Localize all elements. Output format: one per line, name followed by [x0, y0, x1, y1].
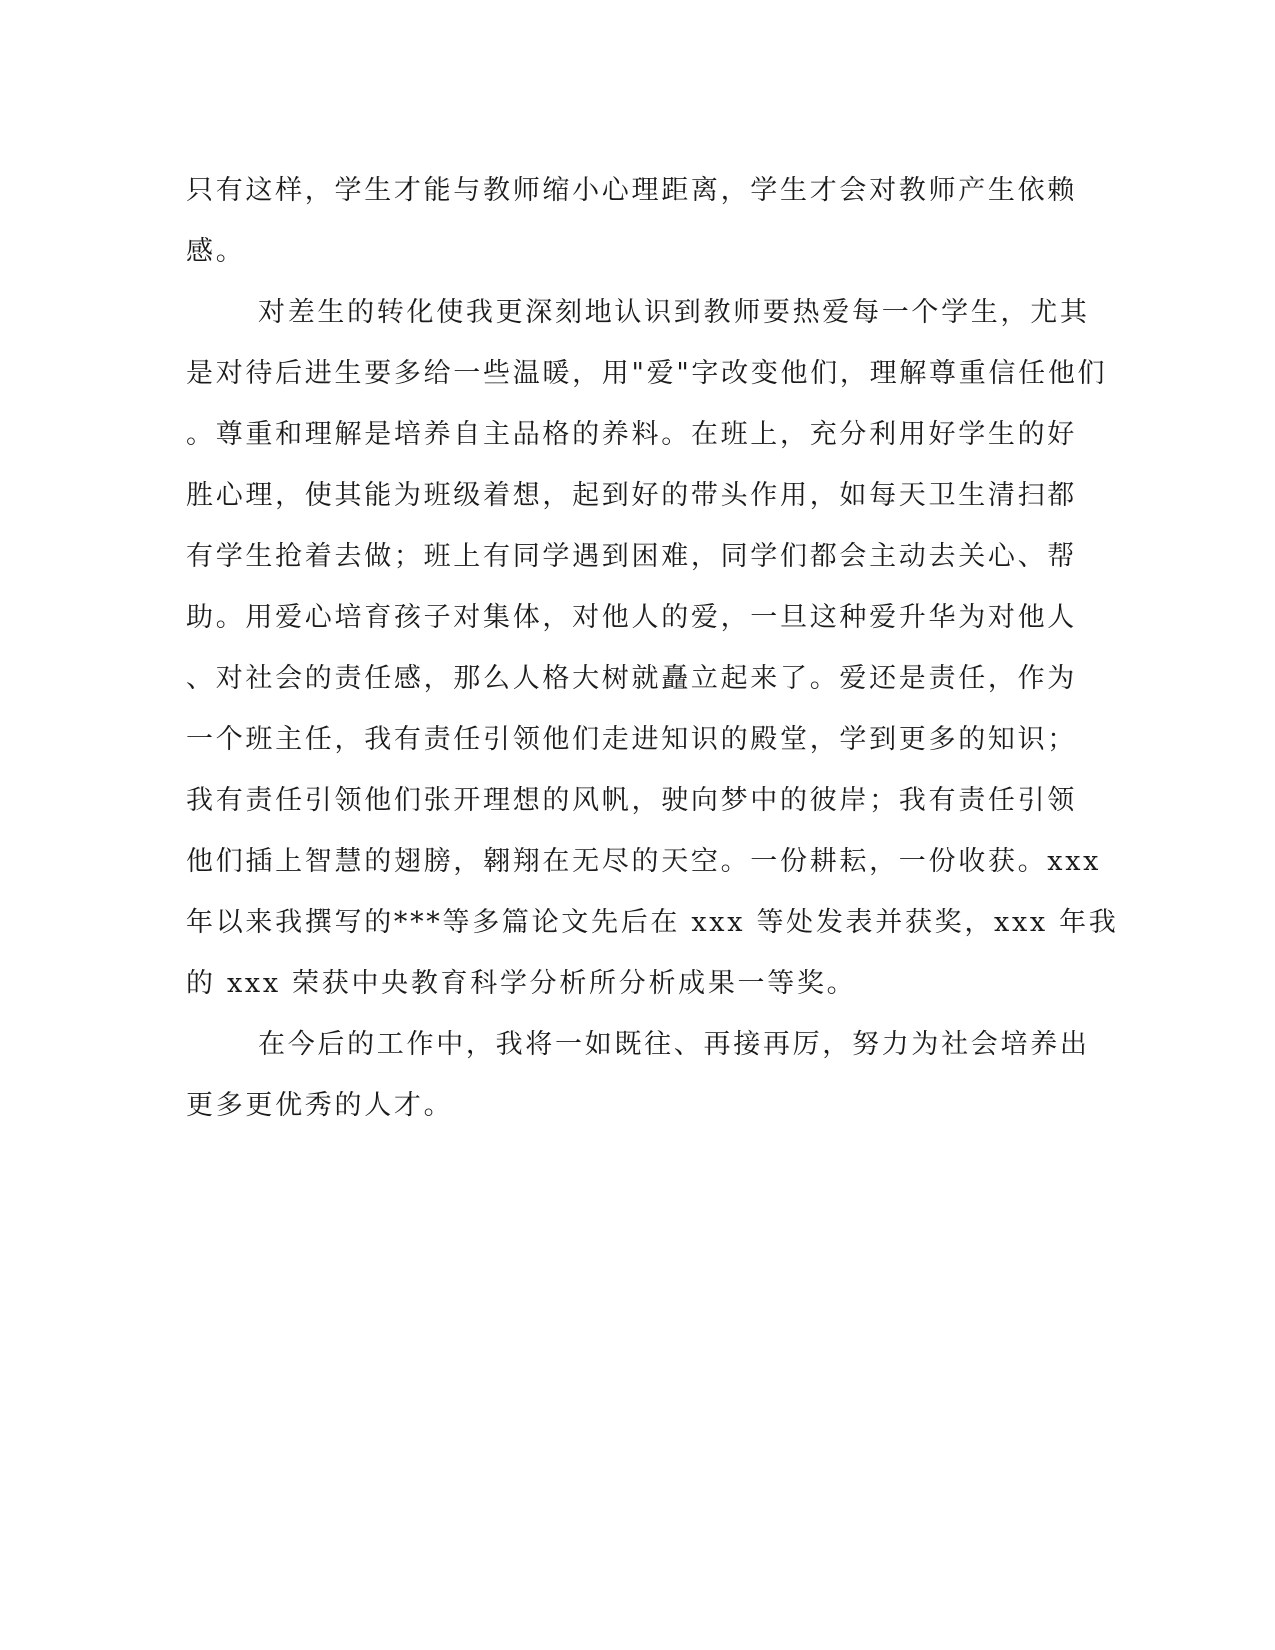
text-line: 我有责任引领他们张开理想的风帆，驶向梦中的彼岸；我有责任引领 — [186, 785, 1077, 816]
text-line: 只有这样，学生才能与教师缩小心理距离，学生才会对教师产生依赖 — [186, 175, 1077, 206]
text-line: 更多更优秀的人才。 — [186, 1090, 454, 1121]
text-line: 的 xxx 荣获中央教育科学分析所分析成果一等奖。 — [186, 968, 857, 999]
text-line: 、对社会的责任感，那么人格大树就矗立起来了。爱还是责任，作为 — [186, 663, 1077, 694]
text-line: 一个班主任，我有责任引领他们走进知识的殿堂，学到更多的知识； — [186, 724, 1077, 755]
text-line: 对差生的转化使我更深刻地认识到教师要热爱每一个学生，尤其 — [258, 297, 1090, 328]
text-line: 感。 — [186, 236, 246, 267]
text-line: 是对待后进生要多给一些温暖，用"爱"字改变他们，理解尊重信任他们 — [186, 358, 1108, 389]
text-line: 助。用爱心培育孩子对集体，对他人的爱，一旦这种爱升华为对他人 — [186, 602, 1077, 633]
body-text — [186, 160, 1119, 1136]
text-line: 他们插上智慧的翅膀，翱翔在无尽的天空。一份耕耘，一份收获。xxx — [186, 846, 1102, 877]
text-line: 年以来我撰写的***等多篇论文先后在 xxx 等处发表并获奖，xxx 年我 — [186, 907, 1119, 938]
text-line: 胜心理，使其能为班级着想，起到好的带头作用，如每天卫生清扫都 — [186, 480, 1077, 511]
text-line: 在今后的工作中，我将一如既往、再接再厉，努力为社会培养出 — [258, 1029, 1090, 1060]
text-line: 。尊重和理解是培养自主品格的养料。在班上，充分利用好学生的好 — [186, 419, 1077, 450]
text-line: 有学生抢着去做；班上有同学遇到困难，同学们都会主动去关心、帮 — [186, 541, 1077, 572]
